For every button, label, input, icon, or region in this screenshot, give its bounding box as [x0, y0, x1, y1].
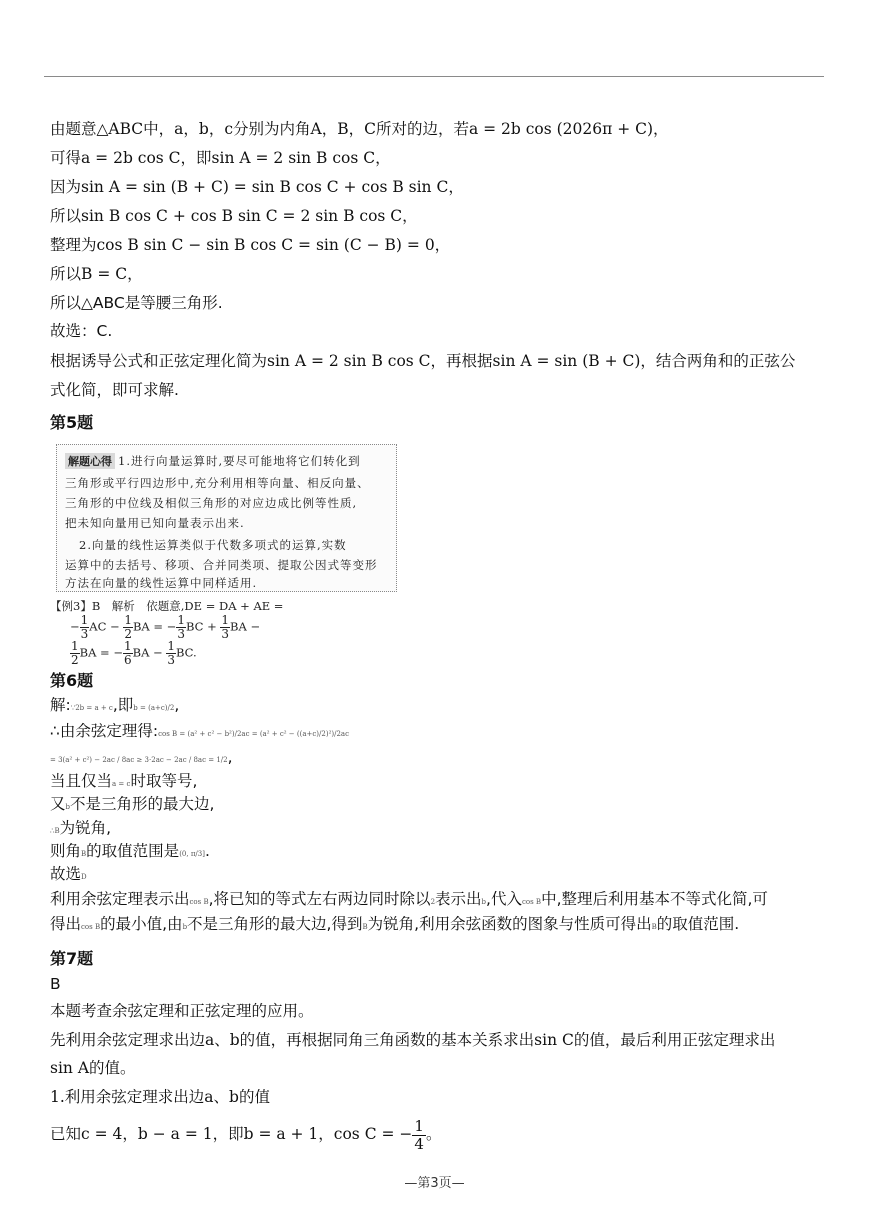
example-line-3: $\frac{1}{2}$ BA = − $\frac{1}{6}$ BA − $\frac{1}{3}$ BC. — [71, 639, 197, 667]
q4-line-3: 因为sin A = sin (B + C) = sin B cos C + cos B sin C， — [50, 178, 464, 196]
q6-line-10: 得出cos B的最小值,由b不是三角形的最大边,得到B为锐角,利用余弦函数的图象与性质可得出B的取值范围. — [50, 915, 740, 933]
tip-tag: 解题心得 — [65, 453, 115, 469]
example-line-2: − $\frac{1}{3}$ AC − $\frac{1}{2}$ BA = − $\frac{1}{3}$ BC + $\frac{1}{3}$ BA − — [70, 613, 261, 641]
q4-line-2: 可得a = 2b cos C，即sin A = 2 sin B cos C， — [50, 149, 391, 167]
q7-line-2: 先利用余弦定理求出边a、b的值，再根据同角三角函数的基本关系求出sin C的值，最后利用正弦定理求出 — [50, 1031, 776, 1049]
q6-line-6: ∴B为锐角, — [50, 819, 112, 837]
tip-line-2: 三角形或平行四边形中,充分利用相等向量、相反向量、 — [65, 476, 370, 490]
q4-line-9: 根据诱导公式和正弦定理化简为sin A = 2 sin B cos C，再根据sin A = sin (B + C)，结合两角和的正弦公 — [50, 352, 796, 370]
page-footer: —第3页— — [404, 1176, 465, 1191]
tip-box-image — [56, 444, 397, 592]
tip-line-4: 把未知向量用已知向量表示出来. — [65, 516, 245, 530]
q4-line-1: 由题意△ABC中，a，b，c分别为内角A，B，C所对的边，若a = 2b cos (2026π + C)， — [50, 120, 669, 138]
q7-line-1: 本题考查余弦定理和正弦定理的应用。 — [50, 1002, 314, 1020]
header-rule — [44, 76, 824, 77]
fraction: $\frac{1}{4}$ — [414, 1116, 424, 1153]
tip-line-7: 方法在向量的线性运算中同样适用. — [65, 576, 258, 590]
q6-line-4: 当且仅当a = c时取等号, — [50, 772, 198, 790]
tip-line-1 — [65, 453, 361, 469]
q6-line-1: 解:∵2b = a + c,即b = (a+c)/2, — [50, 696, 180, 714]
q4-line-4: 所以sin B cos C + cos B sin C = 2 sin B cos C， — [50, 207, 418, 225]
q7-line-4: 1.利用余弦定理求出边a、b的值 — [50, 1088, 270, 1106]
q6-line-3: = 3(a² + c²) − 2ac / 8ac ≥ 3·2ac − 2ac / 8ac = 1/2, — [50, 748, 233, 766]
q6-line-9: 利用余弦定理表示出cos B,将已知的等式左右两边同时除以2表示出b,代入cos B中,整理后利用基本不等式化简,可 — [50, 890, 768, 908]
tip-line-3: 三角形的中位线及相似三角形的对应边成比例等性质, — [65, 496, 358, 510]
q7-answer: B — [50, 975, 61, 993]
formula-image: ∵2b = a + c — [70, 704, 113, 712]
q4-line-6: 所以B = C， — [50, 265, 143, 283]
example-head: 【例3】B 解析 依题意, — [50, 599, 185, 613]
q7-title: 第7题 — [50, 949, 94, 968]
formula-image: b = (a+c)/2 — [133, 704, 175, 712]
tip-text-1: 1.进行向量运算时,要尽可能地将它们转化到 — [118, 454, 361, 468]
q6-line-2: ∴由余弦定理得:cos B = (a² + c² − b²)/2ac = (a² + c² − ((a+c)/2)²)/2ac — [50, 722, 350, 740]
q6-line-7: 则角B的取值范围是(0, π/3]. — [50, 842, 210, 860]
q6-line-8: 故选D — [50, 865, 87, 883]
q4-line-10: 式化简，即可求解. — [50, 381, 179, 399]
q7-line-5: 已知c = 4，b − a = 1，即b = a + 1，cos C = − $\frac{1}{4}$。 — [50, 1116, 442, 1153]
q6-title: 第6题 — [50, 671, 94, 690]
q6-line-5: 又b不是三角形的最大边, — [50, 795, 215, 813]
tip-line-6: 运算中的去括号、移项、合并同类项、提取公因式等变形 — [65, 558, 378, 572]
q4-line-7: 所以△ABC是等腰三角形. — [50, 294, 223, 312]
example-line-1 — [50, 598, 283, 614]
tip-line-5: 2.向量的线性运算类似于代数多项式的运算,实数 — [79, 538, 347, 552]
q7-line-3: sin A的值。 — [50, 1059, 136, 1077]
q4-line-8: 故选：C. — [50, 322, 113, 340]
example-vector-expr: DE = DA + AE = — [184, 599, 284, 613]
formula-image: cos B = (a² + c² − b²)/2ac = (a² + c² − ((a+c)/2)²)/2ac — [158, 730, 350, 738]
q5-title: 第5题 — [50, 413, 94, 432]
formula-image: = 3(a² + c²) − 2ac / 8ac ≥ 3·2ac − 2ac / 8ac = 1/2 — [50, 756, 228, 764]
q4-line-5: 整理为cos B sin C − sin B cos C = sin (C − B) = 0， — [50, 236, 451, 254]
